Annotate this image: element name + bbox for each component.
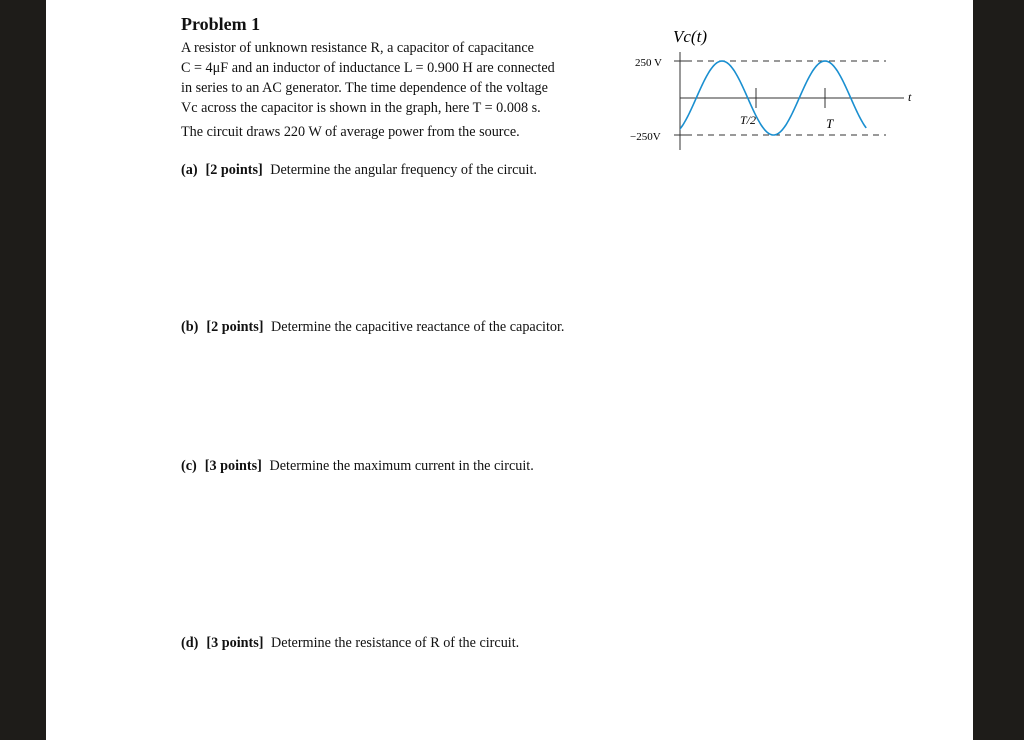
y-min-label: −250V bbox=[630, 131, 661, 143]
half-period-label: T/2 bbox=[740, 113, 757, 127]
question-points: [2 points] bbox=[205, 162, 263, 178]
intro-line: in series to an AC generator. The time dependence of the voltage bbox=[181, 80, 548, 96]
question-tag: (d) bbox=[181, 635, 199, 651]
question-text: Determine the maximum current in the circuit. bbox=[269, 458, 534, 474]
question-text: Determine the angular frequency of the circuit. bbox=[270, 162, 537, 178]
question-c bbox=[181, 458, 534, 475]
power-statement: The circuit draws 220 W of average power from the source. bbox=[181, 124, 520, 140]
voltage-graph bbox=[46, 0, 973, 200]
question-text: Determine the capacitive reactance of the capacitor. bbox=[271, 319, 565, 335]
t-axis-label: t bbox=[908, 90, 912, 104]
question-points: [3 points] bbox=[206, 635, 264, 651]
question-text: Determine the resistance of R of the circuit. bbox=[271, 635, 520, 651]
problem-title: Problem 1 bbox=[181, 14, 261, 34]
graph-title: Vc(t) bbox=[673, 27, 707, 46]
intro-line: Vc across the capacitor is shown in the graph, here T = 0.008 s. bbox=[181, 100, 541, 116]
period-label: T bbox=[826, 116, 834, 131]
question-tag: (b) bbox=[181, 319, 199, 335]
intro-line: A resistor of unknown resistance R, a capacitor of capacitance bbox=[181, 40, 534, 56]
document-page bbox=[46, 0, 973, 740]
question-tag: (a) bbox=[181, 162, 198, 178]
intro-line: C = 4μF and an inductor of inductance L = 0.900 H are connected bbox=[181, 60, 555, 76]
question-b bbox=[181, 319, 564, 336]
question-tag: (c) bbox=[181, 458, 197, 474]
question-points: [3 points] bbox=[204, 458, 262, 474]
y-max-label: 250 V bbox=[635, 57, 662, 69]
question-d bbox=[181, 635, 519, 652]
question-points: [2 points] bbox=[206, 319, 264, 335]
